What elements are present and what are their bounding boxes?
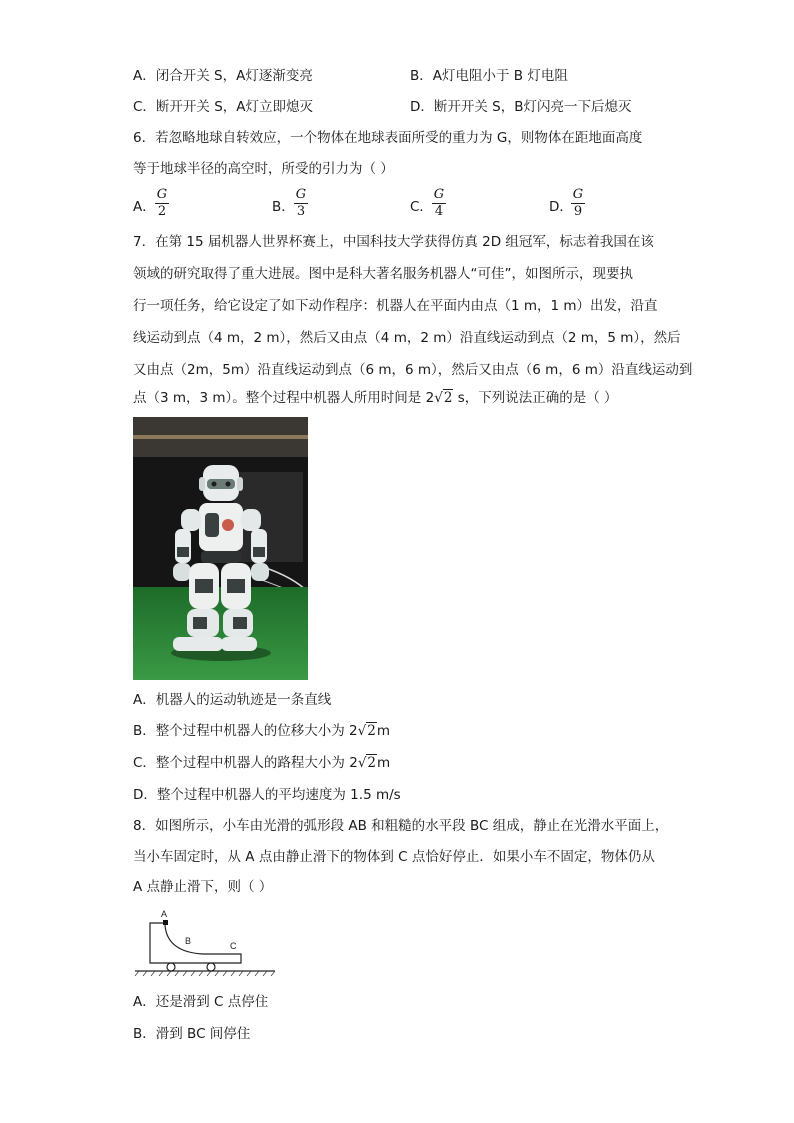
q7-option-c-unit: m (377, 755, 391, 771)
fraction-numerator: G (572, 187, 584, 202)
q6-text-line1: 6．若忽略地球自转效应，一个物体在地球表面所受的重力为 G，则物体在距地面高度 (133, 130, 643, 146)
fraction-numerator: G (295, 187, 307, 202)
robot-photo (133, 417, 308, 680)
cart-diagram (133, 905, 278, 980)
fraction-numerator: G (156, 187, 168, 202)
label-c: C (230, 941, 237, 951)
q6-option-a-label: A． (133, 199, 156, 215)
q7-text-line1: 7．在第 15 届机器人世界杯赛上，中国科技大学获得仿真 2D 组冠军，标志着我国在该 (133, 234, 654, 250)
fraction-denominator: 4 (434, 204, 444, 219)
q6-option-b-fraction (294, 188, 308, 219)
q7-line6-suffix: s，下列说法正确的是（ ） (453, 390, 618, 406)
sqrt-radicand: 2 (367, 723, 376, 739)
q5-option-a: A．闭合开关 S，A灯逐渐变亮 (133, 68, 313, 84)
sqrt-symbol: √2 (434, 390, 453, 406)
fraction-numerator: G (433, 187, 445, 202)
q7-option-c-prefix: C．整个过程中机器人的路程大小为 2 (133, 755, 358, 771)
q5-option-b: B．A灯电阻小于 B 灯电阻 (410, 68, 568, 84)
q8-text-line2: 当小车固定时，从 A 点由静止滑下的物体到 C 点恰好停止．如果小车不固定，物体仍从 (133, 849, 655, 865)
fraction-denominator: 2 (157, 204, 167, 219)
q7-text-line4: 线运动到点（4 m，2 m），然后又由点（4 m，2 m）沿直线运动到点（2 m，5 m），然后 (133, 330, 681, 346)
q7-option-b-prefix: B．整个过程中机器人的位移大小为 2 (133, 723, 358, 739)
q5-option-c: C．断开开关 S，A灯立即熄灭 (133, 99, 314, 115)
label-b: B (185, 936, 192, 946)
q6-text-line2: 等于地球半径的高空时，所受的引力为（ ） (133, 161, 394, 177)
q6-option-d-label: D． (549, 199, 573, 215)
q7-option-a: A．机器人的运动轨迹是一条直线 (133, 692, 332, 708)
q8-option-b: B．滑到 BC 间停住 (133, 1026, 251, 1042)
q7-text-line2: 领域的研究取得了重大进展。图中是科大著名服务机器人“可佳”，如图所示，现要执 (133, 266, 633, 282)
fraction-denominator: 3 (296, 204, 306, 219)
q6-option-d-fraction (571, 188, 585, 219)
q7-option-d: D．整个过程中机器人的平均速度为 1.5 m/s (133, 787, 401, 803)
q7-line6-prefix: 点（3 m，3 m）。整个过程中机器人所用时间是 2 (133, 390, 435, 406)
q8-text-line1: 8．如图所示，小车由光滑的弧形段 AB 和粗糙的水平段 BC 组成，静止在光滑水平面上， (133, 818, 669, 834)
q6-option-c-label: C． (410, 199, 433, 215)
q7-option-c (133, 753, 390, 773)
q7-option-b (133, 721, 390, 741)
sqrt-symbol: √2 (357, 755, 377, 771)
sqrt-radicand: 2 (367, 755, 377, 771)
q7-option-b-unit: m (376, 723, 391, 739)
fraction-denominator: 9 (573, 204, 583, 219)
q6-option-b-label: B． (272, 199, 295, 215)
q7-text-line5: 又由点（2m，5m）沿直线运动到点（6 m，6 m），然后又由点（6 m，6 m）沿直线运动到 (133, 362, 693, 378)
q7-text-line3: 行一项任务，给它设定了如下动作程序：机器人在平面内由点（1 m，1 m）出发，沿直 (133, 298, 658, 314)
sqrt-symbol: √2 (357, 723, 376, 739)
q5-option-d: D．断开开关 S，B灯闪亮一下后熄灭 (410, 99, 632, 115)
q8-text-line3: A 点静止滑下，则（ ） (133, 879, 273, 895)
q6-option-a-fraction (155, 188, 169, 219)
sqrt-radicand: 2 (443, 390, 453, 406)
q7-text-line6 (133, 388, 618, 408)
label-a: A (161, 909, 168, 919)
q6-option-c-fraction (432, 188, 446, 219)
q8-option-a: A．还是滑到 C 点停住 (133, 994, 269, 1010)
